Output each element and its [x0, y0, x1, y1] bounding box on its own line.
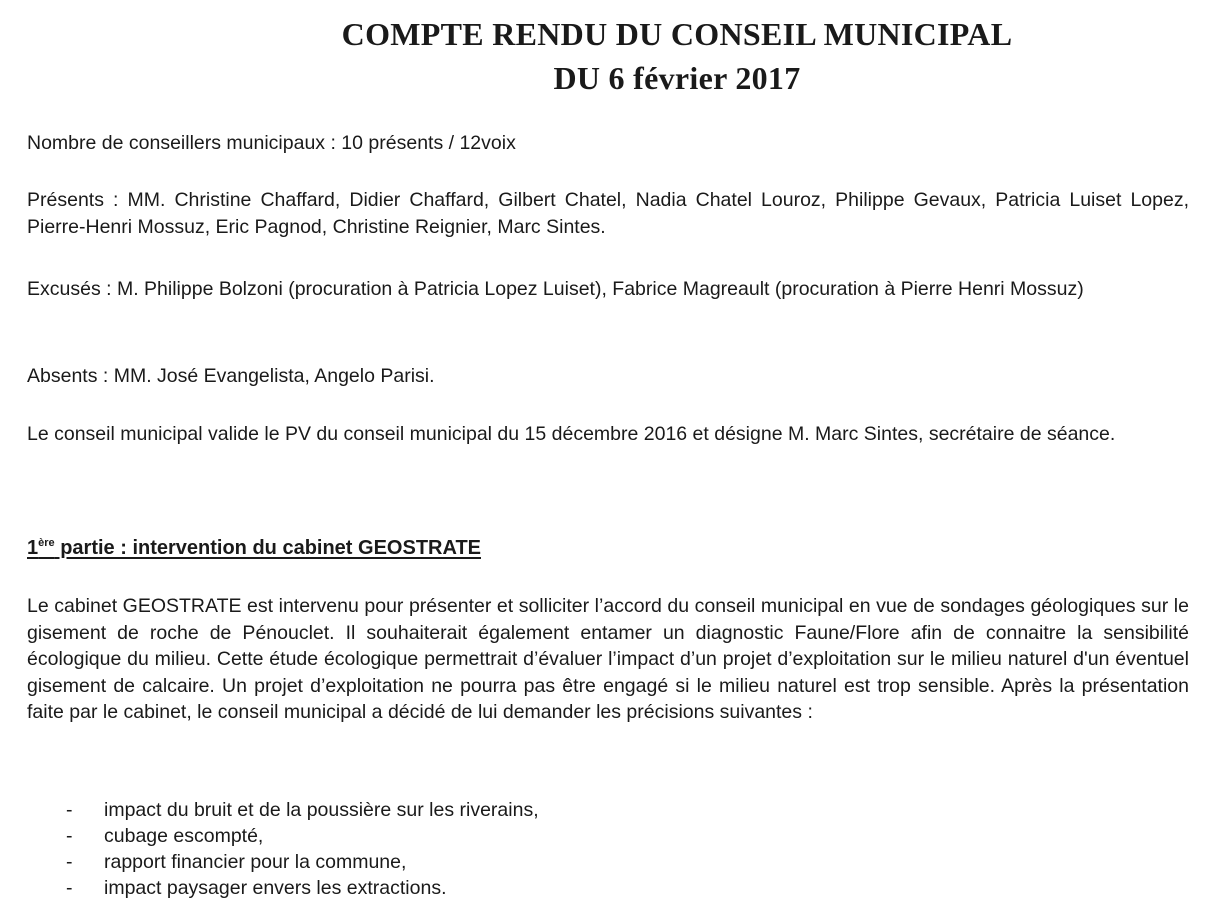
list-item-text: rapport financier pour la commune, — [104, 851, 407, 873]
section-1-heading — [27, 534, 481, 562]
document-title-line-2: DU 6 février 2017 — [553, 60, 801, 96]
list-item-text: cubage escompté, — [104, 825, 264, 847]
bullet-dash: - — [66, 799, 73, 821]
list-item — [60, 875, 539, 901]
section-1-number: 1 — [27, 537, 39, 559]
nombre-conseillers-paragraph: Nombre de conseillers municipaux : 10 présents / 12voix — [27, 132, 516, 154]
excuses-paragraph: Excusés : M. Philippe Bolzoni (procuration à Patricia Lopez Luiset), Fabrice Magreault (procuration à Pierre Henri Mossuz) — [27, 278, 1084, 300]
document-title-line-1: COMPTE RENDU DU CONSEIL MUNICIPAL — [341, 16, 1013, 52]
section-1-title: partie : intervention du cabinet GEOSTRATE — [54, 537, 481, 559]
presents-paragraph: Présents : MM. Christine Chaffard, Didier Chaffard, Gilbert Chatel, Nadia Chatel Louroz, Philippe Gevaux, Patricia Luiset Lopez, Pierre-Henri Mossuz, Eric Pagnod, Christine Reignier, Marc Sintes. — [27, 189, 1189, 238]
list-item — [60, 849, 539, 875]
list-item-text: impact du bruit et de la poussière sur les riverains, — [104, 799, 539, 821]
pv-validation-paragraph: Le conseil municipal valide le PV du conseil municipal du 15 décembre 2016 et désigne M. Marc Sintes, secrétaire de séance. — [27, 423, 1116, 445]
section-1-superscript: ère — [38, 537, 55, 549]
list-item-text: impact paysager envers les extractions. — [104, 877, 447, 899]
bullet-dash: - — [66, 877, 73, 899]
bullet-dash: - — [66, 851, 73, 873]
bullet-dash: - — [66, 825, 73, 847]
list-item — [60, 823, 539, 849]
absents-paragraph: Absents : MM. José Evangelista, Angelo Parisi. — [27, 365, 435, 387]
list-item — [60, 797, 539, 823]
requests-list — [60, 797, 539, 901]
geostrate-paragraph: Le cabinet GEOSTRATE est intervenu pour présenter et solliciter l’accord du conseil municipal en vue de sondages géologiques sur le gisement de roche de Pénouclet. Il souhaiterait également entamer un diagnostic Faune/Flore afin de connaitre la sensibilité écologique du milieu. Cette étude écologique permettrait d’évaluer l’impact d’un projet d’exploitation sur le milieu naturel d'un éventuel gisement de calcaire. Un projet d’exploitation ne pourra pas être engagé si le milieu naturel est trop sensible. Après la présentation faite par le cabinet, le conseil municipal a décidé de lui demander les précisions suivantes : — [27, 595, 1189, 724]
